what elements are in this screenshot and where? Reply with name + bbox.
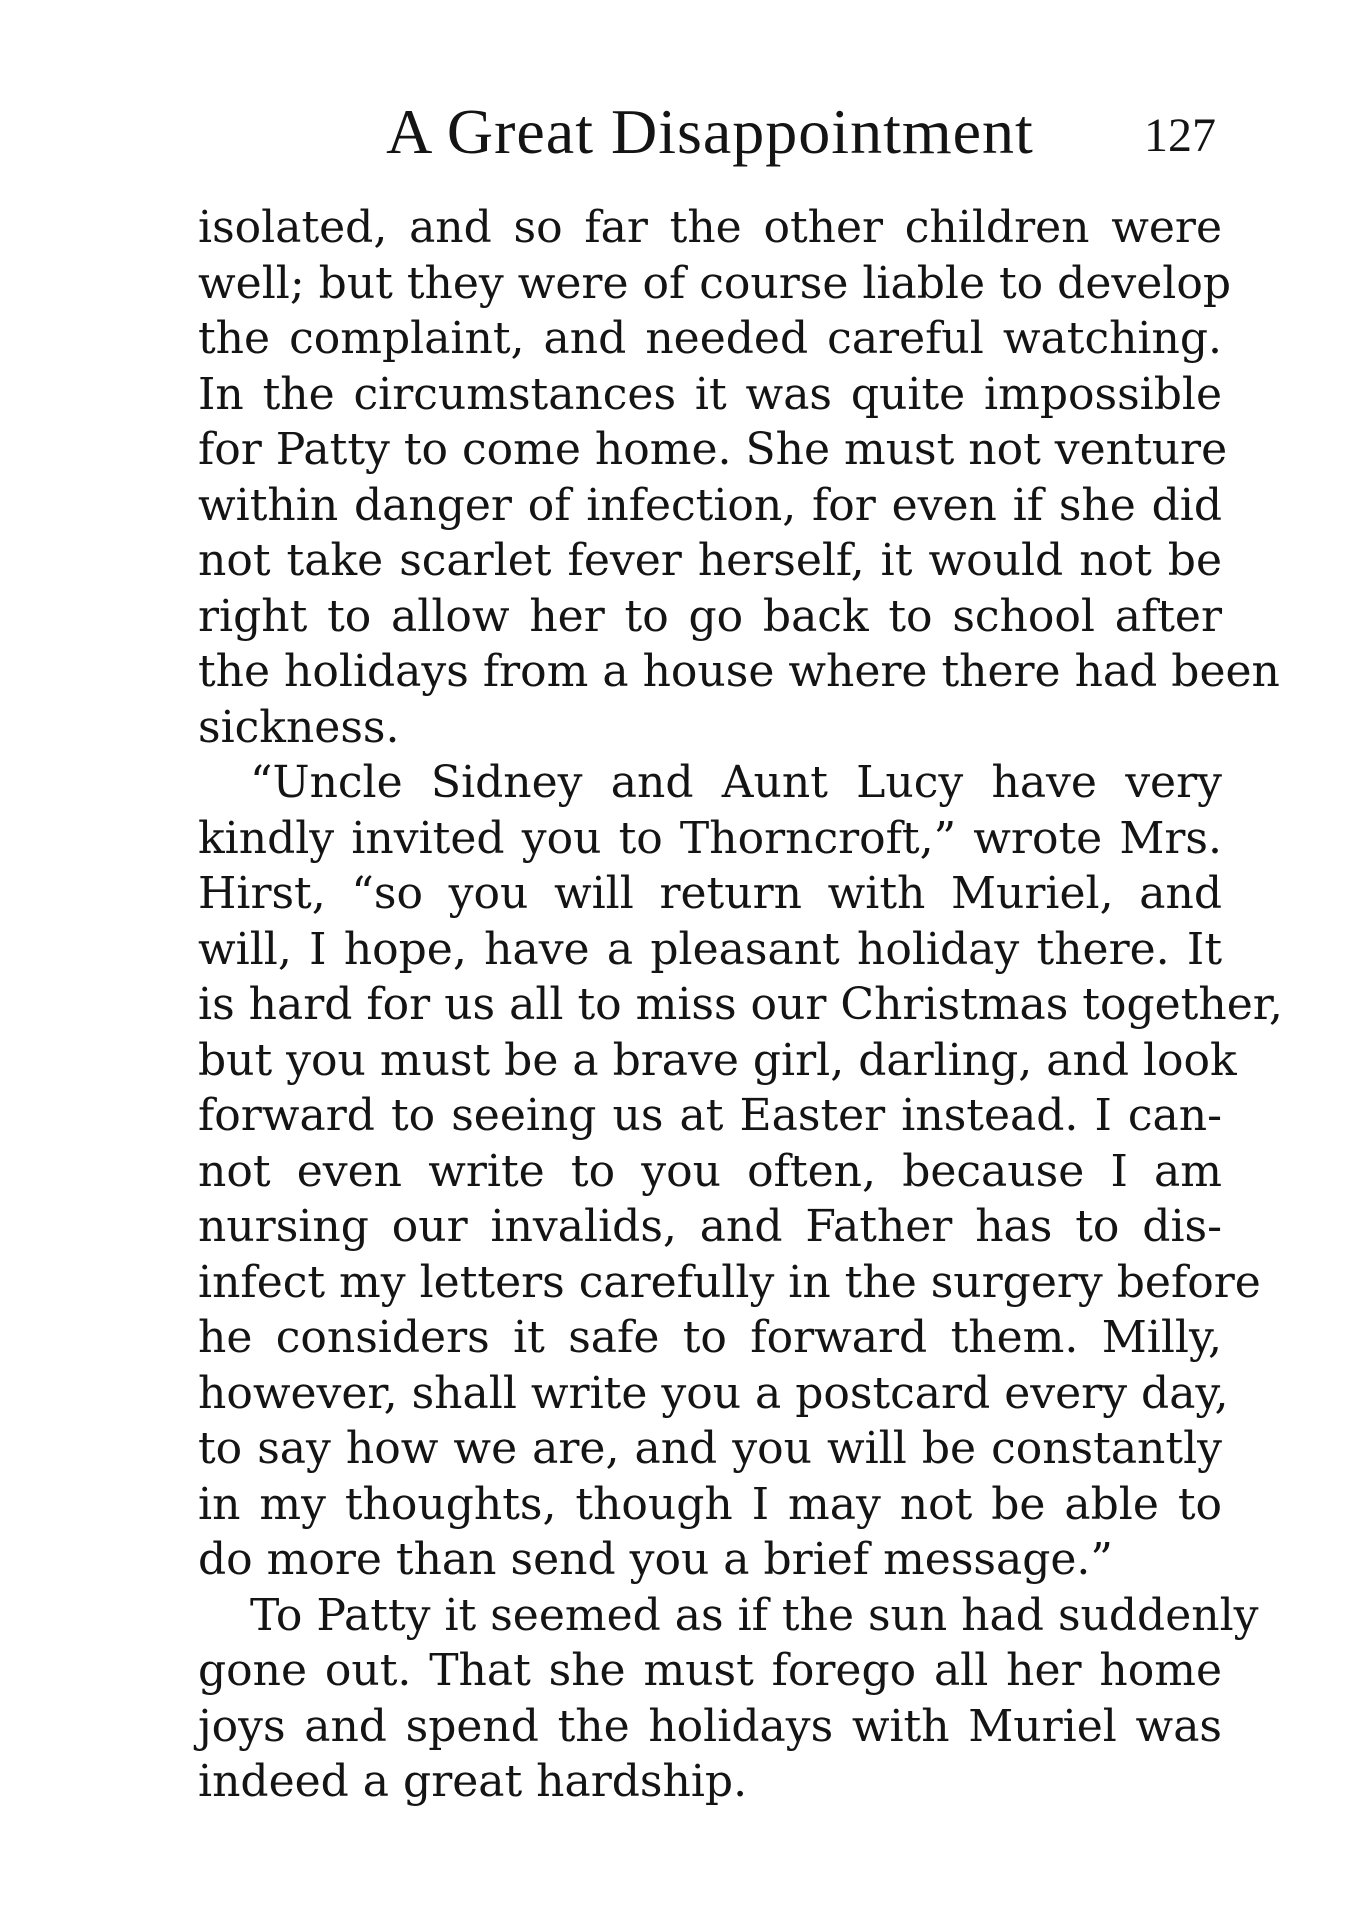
text-line: indeed a great hardship. bbox=[198, 1756, 748, 1807]
text-line: not even write to you often, because I am bbox=[198, 1145, 1222, 1197]
text-line: Hirst, “so you will return with Muriel, and bbox=[198, 868, 1222, 919]
text-line: is hard for us all to miss our Christmas together, bbox=[198, 979, 1283, 1030]
running-head bbox=[198, 92, 1222, 172]
text-line: the complaint, and needed careful watching. bbox=[198, 313, 1222, 364]
text-line: for Patty to come home. She must not venture bbox=[198, 424, 1228, 475]
text-line: In the circumstances it was quite impossible bbox=[198, 368, 1222, 420]
text-line: sickness. bbox=[198, 701, 400, 753]
text-line: right to allow her to go back to school after bbox=[198, 590, 1222, 642]
paragraph-start-line: “Uncle Sidney and Aunt Lucy have very bbox=[250, 757, 1222, 808]
text-line: joys and spend the holidays with Muriel was bbox=[198, 1700, 1222, 1752]
text-line: in my thoughts, though I may not be able to bbox=[198, 1478, 1222, 1530]
text-line: infect my letters carefully in the surgery before bbox=[198, 1256, 1261, 1308]
text-line: well; but they were of course liable to develop bbox=[198, 257, 1231, 309]
text-line: not take scarlet fever herself, it would not be bbox=[198, 535, 1222, 586]
text-line: nursing our invalids, and Father has to dis- bbox=[198, 1201, 1222, 1252]
text-line: the holidays from a house where there had been bbox=[198, 646, 1280, 697]
text-line: but you must be a brave girl, darling, and look bbox=[198, 1034, 1237, 1086]
page-title: A Great Disappointment bbox=[386, 96, 1034, 167]
text-line: do more than send you a brief message.” bbox=[198, 1534, 1113, 1585]
text-line: will, I hope, have a pleasant holiday there. It bbox=[198, 923, 1222, 975]
text-line: isolated, and so far the other children were bbox=[198, 202, 1222, 253]
text-line: within danger of infection, for even if she did bbox=[198, 479, 1222, 531]
paragraph-start-line: To Patty it seemed as if the sun had suddenly bbox=[250, 1589, 1259, 1641]
text-line: gone out. That she must forego all her home bbox=[198, 1645, 1222, 1696]
text-line: kindly invited you to Thorncroft,” wrote Mrs. bbox=[198, 812, 1222, 864]
text-line: forward to seeing us at Easter instead. I can- bbox=[198, 1090, 1222, 1141]
body-text bbox=[198, 200, 1283, 1810]
text-line: he considers it safe to forward them. Milly, bbox=[198, 1312, 1222, 1363]
page-number: 127 bbox=[1144, 109, 1216, 162]
text-line: however, shall write you a postcard every day, bbox=[198, 1367, 1229, 1419]
text-line: to say how we are, and you will be constantly bbox=[198, 1423, 1222, 1474]
